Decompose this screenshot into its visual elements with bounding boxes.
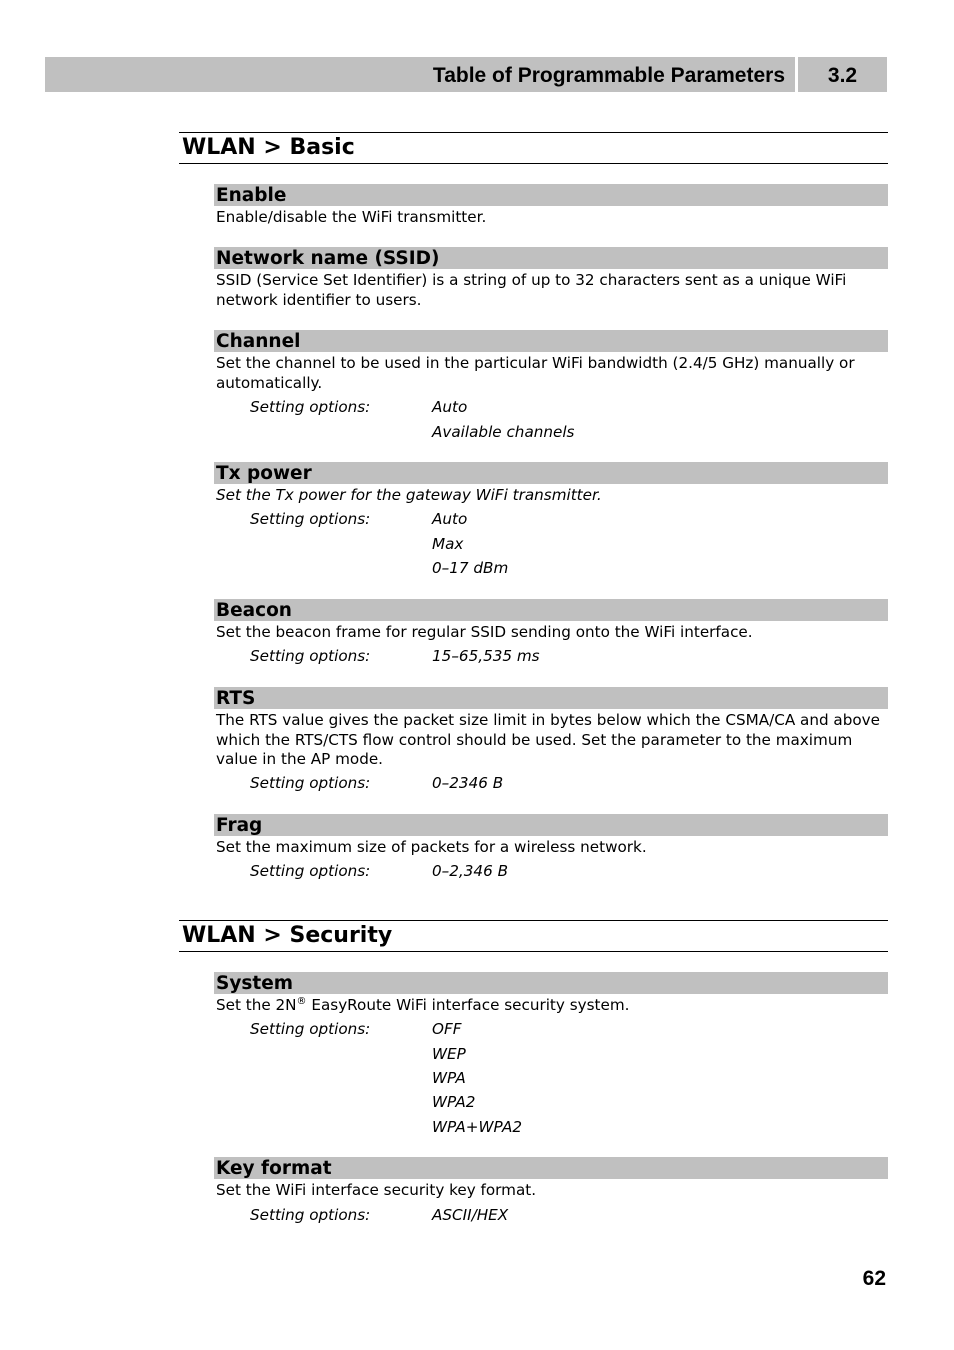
param-title: Tx power bbox=[216, 463, 312, 484]
setting-option: Max bbox=[432, 535, 464, 553]
param-heading-enable bbox=[214, 184, 888, 206]
param-heading-channel bbox=[214, 330, 888, 352]
param-heading-system bbox=[214, 972, 888, 994]
param-heading-tx-power bbox=[214, 462, 888, 484]
param-description: The RTS value gives the packet size limit in bytes below which the CSMA/CA and above which the RTS/CTS flow control should be used. Set the parameter to the maximum value in the AP mode. bbox=[216, 711, 881, 769]
setting-option: WPA2 bbox=[432, 1093, 476, 1111]
param-heading-beacon bbox=[214, 599, 888, 621]
param-title: RTS bbox=[216, 688, 256, 709]
setting-option: 15–65,535 ms bbox=[432, 647, 540, 665]
setting-option: WEP bbox=[432, 1045, 466, 1063]
setting-options-label: Setting options: bbox=[250, 1020, 371, 1038]
setting-option: Auto bbox=[432, 398, 468, 416]
setting-option: WPA bbox=[432, 1069, 466, 1087]
param-title: Channel bbox=[216, 331, 301, 352]
setting-option: Auto bbox=[432, 510, 468, 528]
setting-options-label: Setting options: bbox=[250, 862, 371, 880]
param-description: Enable/disable the WiFi transmitter. bbox=[216, 208, 487, 226]
param-description bbox=[216, 996, 888, 1016]
param-description: Set the maximum size of packets for a wireless network. bbox=[216, 838, 647, 856]
section-heading-wlan-security bbox=[179, 920, 888, 952]
param-heading-rts bbox=[214, 687, 888, 709]
param-description: Set the Tx power for the gateway WiFi transmitter. bbox=[216, 486, 602, 504]
setting-options-label: Setting options: bbox=[250, 1206, 371, 1224]
chapter-title: Table of Programmable Parameters bbox=[432, 64, 785, 87]
param-title: System bbox=[216, 973, 294, 994]
description-text: EasyRoute WiFi interface security system. bbox=[306, 996, 630, 1014]
setting-option: Available channels bbox=[432, 423, 575, 441]
chapter-header bbox=[45, 57, 887, 92]
param-description: Set the beacon frame for regular SSID sending onto the WiFi interface. bbox=[216, 623, 753, 641]
param-title: Beacon bbox=[216, 600, 292, 621]
section-heading-wlan-basic bbox=[179, 132, 888, 164]
setting-options-label: Setting options: bbox=[250, 398, 371, 416]
param-title: Key format bbox=[216, 1158, 332, 1179]
param-title: Frag bbox=[216, 815, 263, 836]
setting-options-label: Setting options: bbox=[250, 647, 371, 665]
param-heading-frag bbox=[214, 814, 888, 836]
param-heading-key-format bbox=[214, 1157, 888, 1179]
setting-option: WPA+WPA2 bbox=[432, 1118, 523, 1136]
setting-option: ASCII/HEX bbox=[432, 1206, 509, 1224]
registered-mark: ® bbox=[296, 996, 307, 1007]
section-title: WLAN > Security bbox=[182, 923, 393, 948]
setting-option: OFF bbox=[432, 1020, 462, 1038]
param-heading-ssid bbox=[214, 247, 888, 269]
setting-option: 0–2,346 B bbox=[432, 862, 508, 880]
section-title: WLAN > Basic bbox=[182, 135, 355, 160]
setting-option: 0–2346 B bbox=[432, 774, 504, 792]
description-text: Set the 2N bbox=[216, 996, 297, 1014]
param-title: Network name (SSID) bbox=[216, 248, 440, 269]
setting-option: 0–17 dBm bbox=[432, 559, 509, 577]
setting-options-label: Setting options: bbox=[250, 510, 371, 528]
page-number: 62 bbox=[862, 1267, 886, 1290]
setting-options-label: Setting options: bbox=[250, 774, 371, 792]
param-description: Set the WiFi interface security key format. bbox=[216, 1181, 537, 1199]
param-title: Enable bbox=[216, 185, 287, 206]
param-description: Set the channel to be used in the particular WiFi bandwidth (2.4/5 GHz) manually or automatically. bbox=[216, 354, 855, 392]
chapter-number: 3.2 bbox=[827, 64, 858, 87]
param-description: SSID (Service Set Identifier) is a string of up to 32 characters sent as a unique WiFi network identifier to users. bbox=[216, 271, 847, 309]
